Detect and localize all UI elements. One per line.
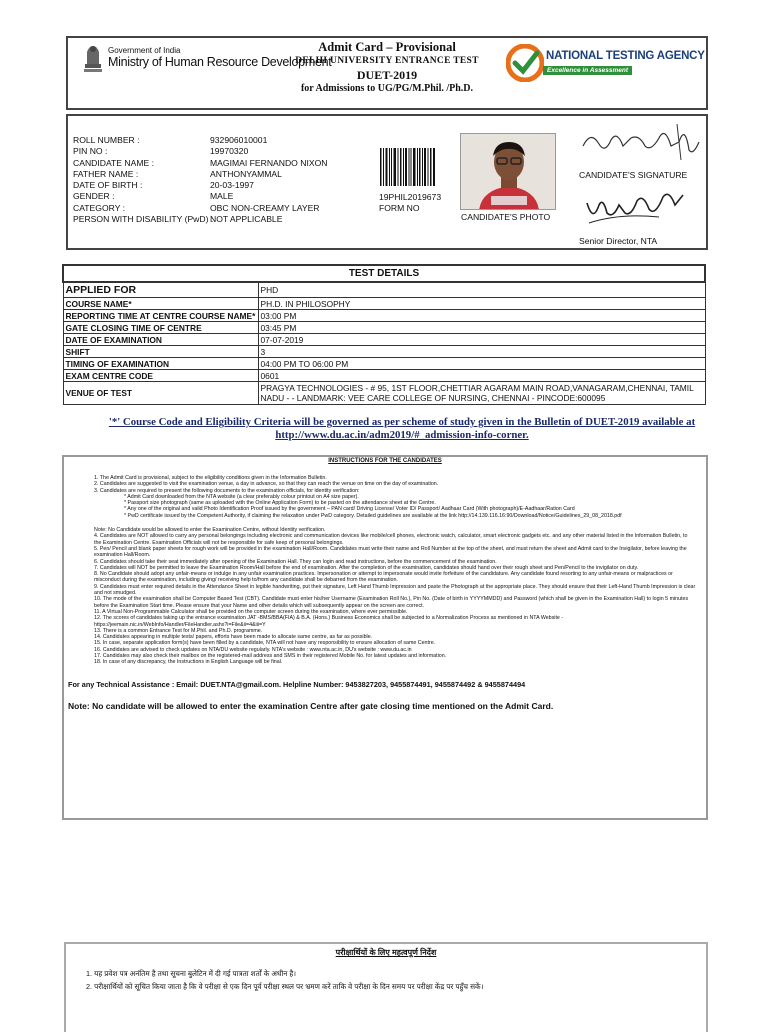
list-item: 1. यह प्रवेश पत्र अनंतिम है तथा सूचना बुलेटिन में दी गई पात्रता शर्तों के अधीन है। (86, 969, 297, 978)
list-item: 13. There is a common Entrance Test for M.Phil. and Ph.D. programme. (94, 627, 263, 634)
label-gender: GENDER : (73, 191, 115, 202)
table-row (63, 382, 705, 405)
label-candidate-name: CANDIDATE NAME : (73, 157, 155, 168)
row-value: 03:45 PM (258, 322, 705, 334)
list-item: 6. Candidates should take their seat immediately after opening of the Examination Hall. They can login and read instructions, before the commencement of the examination. (94, 558, 497, 565)
value-father-name: ANTHONYAMMAL (210, 168, 282, 179)
list-item: 10. The mode of the examination shall be Computer Based Test (CBT). Candidate must enter his/her Username (Examination Roll No.), Pin No. (Date of birth in YYYYMMDD) and Password (which shall be given in the Examination Hall) to login 5 minutes before the Examination Start time. Please ensure that your Name and other details which will subsequently appear on the screen are correct. (94, 596, 689, 609)
test-details-table (62, 264, 706, 405)
row-key: TIMING OF EXAMINATION (63, 358, 258, 370)
test-details-title: TEST DETAILS (63, 265, 705, 282)
national-emblem-icon (82, 40, 104, 74)
hindi-list (86, 967, 696, 993)
label-pin-no: PIN NO : (73, 146, 108, 157)
list-item: 8. No Candidate should adopt any unfair-means or indulge in any unfair examination practices. Impersonation or attempt to impersonate would invite forfeiture of the candidature. Any candidate found resorting to any unfair-means or malpractices or misconduct during the examination, including giving/ receiving help to/from any candidate shall be debarred from the examination. (94, 571, 673, 584)
value-category: OBC NON-CREAMY LAYER (210, 202, 320, 213)
row-value: 04:00 PM TO 06:00 PM (258, 358, 705, 370)
title-block (262, 40, 512, 95)
identity-note: Note: No Candidate would be allowed to enter the Examination Centre, without Identity verification. (94, 527, 326, 534)
list-item: 2. Candidates are suggested to visit the examination venue, a day in advance, so that they can reach the venue on time on the day of examination. (94, 481, 439, 488)
row-value: 07-07-2019 (258, 334, 705, 346)
label-date-of-birth: DATE OF BIRTH : (73, 180, 143, 191)
table-row (63, 346, 705, 358)
list-item: * Any one of the original and valid Photo Identification Proof issued by the government – PAN card/ Driving License/ Voter ID/ Passport/ Aadhaar Card (With photograph)/E-Aadhaar/Ration Card (124, 506, 575, 513)
barcode-image (380, 148, 436, 186)
list-item: 12. The scores of candidates taking up the entrance examination JAT -BMS/BBA(FIA) & B.A. (Hons.) Business Economics shall be subjected to a Normalization Process as mentioned in NTA Website - https://jeemain.nic.in/WebInfo/Handler/FileHandler.ashx?i=File&ii=4&iii=Y (94, 615, 564, 628)
photo-caption: CANDIDATE'S PHOTO (461, 212, 551, 222)
row-value: 03:00 PM (258, 310, 705, 322)
row-key: APPLIED FOR (63, 282, 258, 298)
table-row (63, 322, 705, 334)
ministry-name: Ministry of Human Resource Development (108, 55, 332, 69)
technical-assistance: For any Technical Assistance : Email: DUET.NTA@gmail.com. Helpline Number: 9453827203, 9455874491, 9455874492 & 9455874494 (68, 679, 526, 689)
signature-caption: CANDIDATE'S SIGNATURE (579, 170, 688, 180)
table-row (63, 334, 705, 346)
nta-name: NATIONAL TESTING AGENCY (546, 50, 705, 62)
list-item: 14. Candidates appearing in multiple tests/ papers, efforts have been made to allocate same centre, as far as possible. (94, 634, 373, 641)
row-key: EXAM CENTRE CODE (63, 370, 258, 382)
row-value: 3 (258, 346, 705, 358)
list-item: 5. Pen/ Pencil and blank paper sheets for rough work will be provided in the examination Hall/Room. Candidates must write their name and Roll Number at the top of the sheet, and must return the sheet and Admit card to the Invigilator, before leaving the examination Hall/Room. (94, 545, 687, 559)
form-no-label: FORM NO (379, 203, 420, 213)
table-row (63, 310, 705, 322)
table-row (63, 282, 705, 298)
table-row (63, 298, 705, 310)
value-pin-no: 19970320 (210, 146, 249, 157)
list-item: 4. Candidates are NOT allowed to carry any personal belongings including electronic and communication devices like mobile/cell phones, electronic watch, calculator, smart electronic gadgets etc. and any other material listed in the Information Bulletin, to the Examination Centre. Examination Officials will not be responsible for safe keep of personal belongings. (94, 533, 688, 546)
list-item: 3. Candidates are required to present the following documents to the examination officials, for identity verification: (94, 487, 360, 494)
value-pwd: NOT APPLICABLE (210, 214, 283, 225)
list-item: 17. Candidates may also check their mailbox on the registered-mail address and SMS in their registered Mobile No. for latest updates and information. (94, 653, 447, 660)
list-item: 1. The Admit Card is provisional, subject to the eligibility conditions given in the Information Bulletin. (94, 475, 327, 481)
nta-tagline: Excellence in Assessment (543, 66, 632, 75)
director-signature-image (579, 183, 703, 231)
row-value: PH.D. IN PHILOSOPHY (258, 298, 705, 310)
value-candidate-name: MAGIMAI FERNANDO NIXON (210, 157, 328, 168)
value-roll-number: 932906010001 (210, 135, 268, 145)
candidate-labels (73, 135, 213, 225)
label-father-name: FATHER NAME : (73, 168, 139, 179)
spacer (84, 519, 696, 527)
list-item: 15. In case, separate application form(s) have been filled by a candidate, NTA will not have any responsibility to ensure allocation of same Centre. (94, 640, 436, 647)
instructions-title: INSTRUCTIONS FOR THE CANDIDATES (328, 458, 442, 464)
label-roll-number: ROLL NUMBER : (73, 135, 140, 145)
gate-closing-note: Note: No candidate will be allowed to enter the examination Centre after gate closing time mentioned on the Admit Card. (68, 700, 554, 711)
exam-code: DUET-2019 (356, 68, 418, 82)
row-value: PRAGYA TECHNOLOGIES - # 95, 1ST FLOOR,CHETTIAR AGARAM MAIN ROAD,VANAGARAM,CHENNAI, TAMIL NADU - - LANDMARK: VEE CARE COLLEGE OF NURSING, CHENNAI - PINCODE:600095 (258, 382, 705, 405)
nta-logo-icon (506, 44, 544, 82)
candidate-photo (460, 133, 556, 210)
barcode-number: 19PHIL2019673 (379, 192, 442, 202)
exam-name: DELHI UNIVERSITY ENTRANCE TEST (295, 56, 479, 66)
government-line: Government of India (108, 46, 181, 55)
list-item: * Passport size photograph (same as uploaded with the Online Application Form) to be pasted on the attendance sheet at the Centre. (124, 500, 436, 507)
label-pwd: PERSON WITH DISABILITY (PwD) : (73, 214, 214, 225)
admission-line: for Admissions to UG/PG/M.Phil. /Ph.D. (300, 83, 474, 94)
row-value: PHD (258, 282, 705, 298)
admit-card-title: Admit Card – Provisional (318, 40, 456, 54)
row-key: VENUE OF TEST (63, 382, 258, 405)
label-category: CATEGORY : (73, 202, 126, 213)
row-key: COURSE NAME* (63, 298, 258, 310)
list-item: 7. Candidates will NOT be permitted to leave the Examination Room/Hall before the end of examination. After the completion of the examination, candidates should hand over their rough sheet and Pen/Pencil to the invigilator on duty. (94, 564, 639, 571)
value-date-of-birth: 20-03-1997 (210, 180, 254, 191)
list-item: * PwD certificate issued by the Competent Authority, if claiming the relaxation under PwD category. Detailed guidelines are available at the link http://14.139.116.16:90/Download/Notice/Guidelines_29_08_2018.pdf (124, 512, 622, 519)
spacer (84, 666, 696, 680)
row-key: GATE CLOSING TIME OF CENTRE (63, 322, 258, 334)
row-key: DATE OF EXAMINATION (63, 334, 258, 346)
instructions-list (68, 475, 696, 711)
list-item: 2. परीक्षार्थियों को सूचित किया जाता है कि वे परीक्षा से एक दिन पूर्व परीक्षा स्थल पर भ्रमण करें ताकि वे परीक्षा के दिन समय पर परीक्षा केंद्र पर पहुँच सकें। (86, 982, 484, 991)
eligibility-notice: '*' Course Code and Eligibility Criteria will be governed as per scheme of study given in the Bulletin of DUET-2019 available at http://www.du.ac.in/adm2019/#_admission-info-corner. (108, 416, 696, 441)
table-row (63, 358, 705, 370)
list-item: 18. In case of any discrepancy, the Instructions in English Language will be final. (94, 659, 283, 666)
row-value: 0601 (258, 370, 705, 382)
list-item: 16. Candidates are advised to check updates on NTA/DU website regularly. NTA's website : www.nta.ac.in, DU's website : www.du.ac.in (94, 646, 412, 653)
director-caption: Senior Director, NTA (579, 236, 658, 246)
candidate-values (210, 135, 327, 225)
hindi-title: परीक्षार्थियों के लिए महत्वपूर्ण निर्देश (335, 948, 437, 957)
table-row (63, 370, 705, 382)
row-key: REPORTING TIME AT CENTRE COURSE NAME* (63, 310, 258, 322)
value-gender: MALE (210, 191, 234, 202)
list-item: 9. Candidates must enter required details in the Attendance Sheet in legible handwriting, put their signature, Left Hand Thumb Impression and paste the Photograph at the appropriate place. They should ensure that their Left-Hand Thumb Impression is clear and not smudged. (94, 583, 696, 597)
candidate-signature-image (579, 116, 703, 168)
list-item: 11. A Virtual Non-Programmable Calculator shall be provided on the computer screen during the examination, where ever permissible. (94, 608, 408, 615)
row-key: SHIFT (63, 346, 258, 358)
spacer (84, 689, 696, 701)
list-item: * Admit Card downloaded from the NTA website (a clear preferably colour printout on A4 size paper). (124, 493, 359, 500)
